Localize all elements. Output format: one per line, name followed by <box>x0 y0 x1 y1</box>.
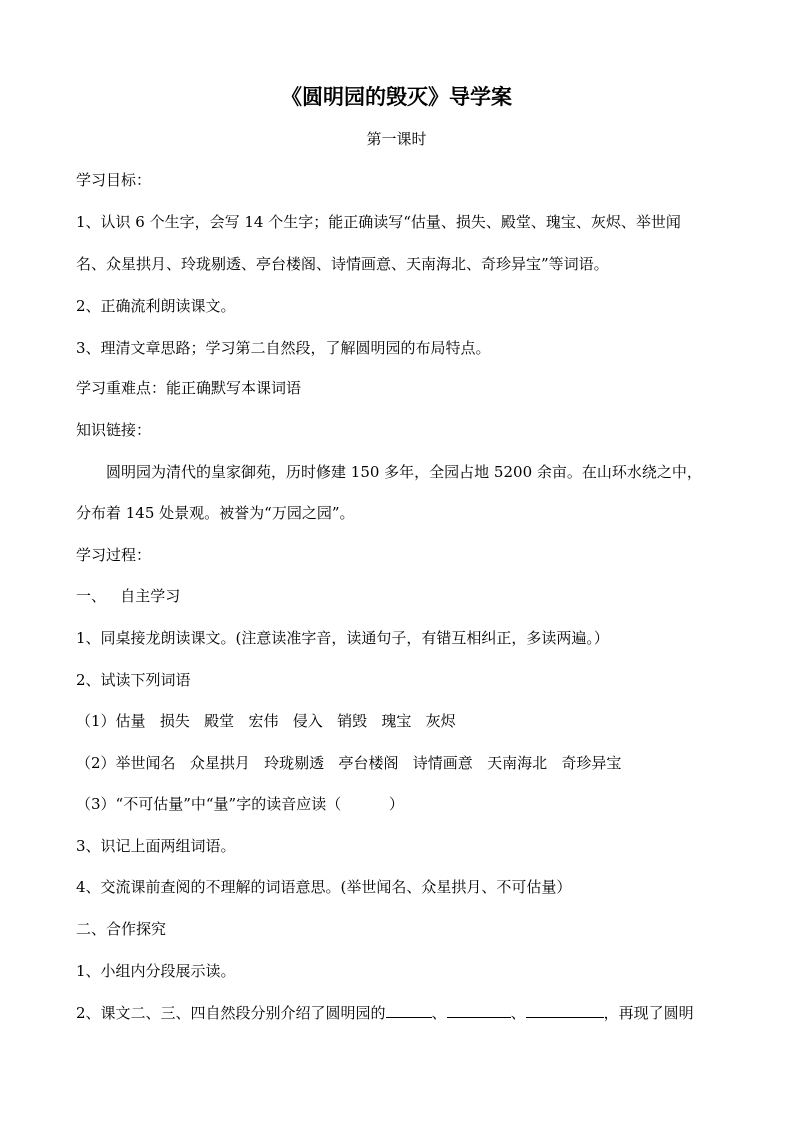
word-list-1: （1）估量 损失 殿堂 宏伟 侵入 销毁 瑰宝 灰烬 <box>76 712 456 730</box>
goal-1-line-1: 1、认识 6 个生字，会写 14 个生字；能正确读写“估量、损失、殿堂、瑰宝、灰烬、举世闻 <box>76 213 681 231</box>
goals-heading: 学习目标： <box>76 171 152 189</box>
knowledge-line-1: 圆明园为清代的皇家御苑，历时修建 150 多年，全园占地 5200 余亩。在山环水绕之中， <box>106 463 702 481</box>
document-subtitle: 第一课时 <box>366 130 427 148</box>
process-heading: 学习过程： <box>76 546 152 564</box>
knowledge-line-2: 分布着 145 处景观。被誉为“万园之园”。 <box>76 504 355 522</box>
word-list-3: （3）“不可估量”中“量”字的读音应读（ ） <box>76 795 404 813</box>
section-2-item-1: 1、小组内分段展示读。 <box>76 962 236 980</box>
fill-blank-3[interactable] <box>526 1002 604 1018</box>
section-2-item-2-text-a: 2、课文二、三、四自然段分别介绍了圆明园的 <box>76 1004 386 1022</box>
fill-blank-1[interactable] <box>386 1002 432 1018</box>
section-1-item-2: 2、试读下列词语 <box>76 671 191 689</box>
section-1-item-1: 1、同桌接龙朗读课文。(注意读准字音，读通句子，有错互相纠正，多读两遍。） <box>76 629 609 647</box>
goal-3: 3、理清文章思路；学习第二自然段，了解圆明园的布局特点。 <box>76 339 491 357</box>
section-2-heading: 二、合作探究 <box>76 920 167 938</box>
section-1-item-4: 4、交流课前查阅的不理解的词语意思。(举世闻名、众星拱月、不可估量） <box>76 878 572 896</box>
goal-1-line-2: 名、众星拱月、玲珑剔透、亭台楼阁、诗情画意、天南海北、奇珍异宝”等词语。 <box>76 255 609 273</box>
fill-blank-2[interactable] <box>447 1002 511 1018</box>
section-2-item-2 <box>76 1002 694 1022</box>
word-list-2: （2）举世闻名 众星拱月 玲珑剔透 亭台楼阁 诗情画意 天南海北 奇珍异宝 <box>76 754 622 772</box>
section-2-item-2-text-b: ，再现了圆明 <box>603 1004 694 1022</box>
section-1-item-3: 3、识记上面两组词语。 <box>76 837 236 855</box>
document-title: 《圆明园的毁灭》导学案 <box>281 84 512 109</box>
knowledge-heading: 知识链接： <box>76 421 152 439</box>
separator-1: 、 <box>431 1004 447 1022</box>
goal-2: 2、正确流利朗读课文。 <box>76 297 236 315</box>
separator-2: 、 <box>510 1004 526 1022</box>
key-point: 学习重难点：能正确默写本课词语 <box>76 379 302 397</box>
section-1-heading: 一、 自主学习 <box>76 587 181 605</box>
